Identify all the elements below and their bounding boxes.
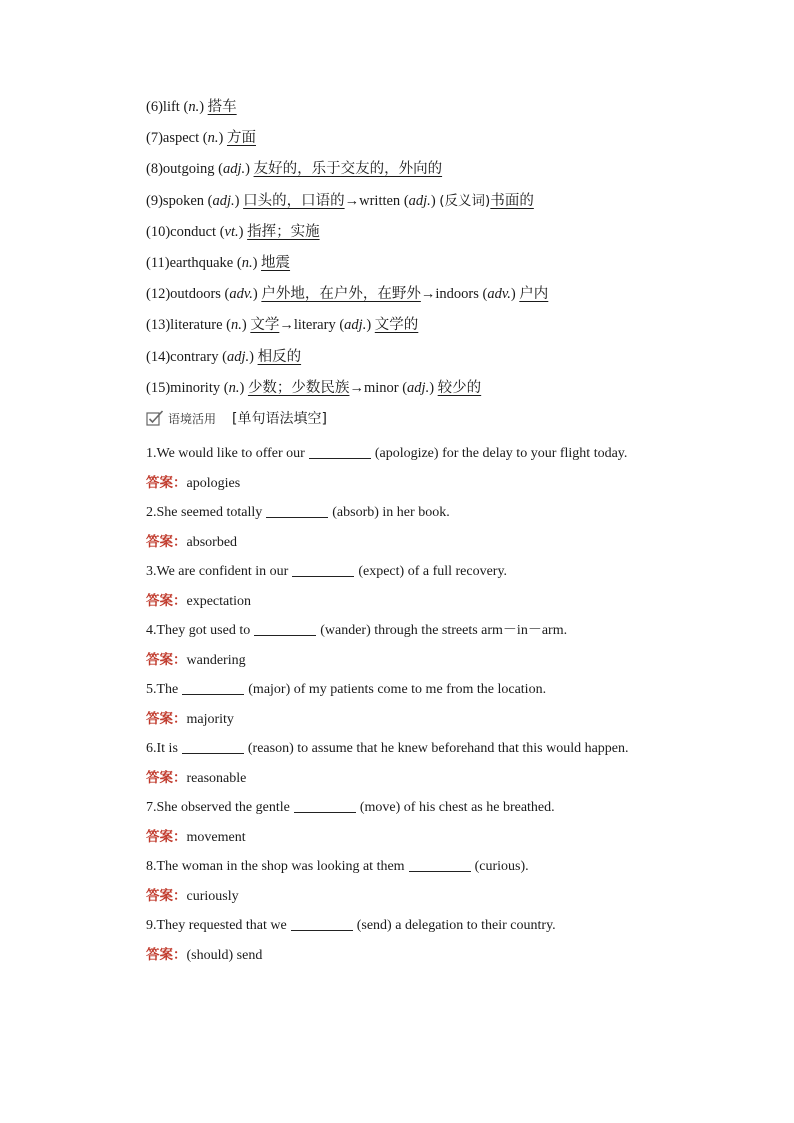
section-tag: [146, 410, 216, 427]
vocab-meaning: 口头的，口语的: [243, 192, 345, 209]
vocab-item: (12)outdoors (adv.) 户外地，在户外，在野外→indoors (adv.) 户内: [146, 286, 549, 303]
question: 1.We would like to offer our (apologize) for the delay to your flight today.: [146, 446, 628, 461]
item-number: (13): [146, 317, 171, 334]
answer-text: apologies: [186, 476, 241, 491]
antonym-note: (反义词): [439, 192, 491, 209]
vocab-meaning: 相反的: [257, 348, 302, 365]
question-list: [112, 440, 642, 971]
vocab-meaning: 方面: [226, 130, 256, 147]
vocab-meaning: 友好的，乐于交友的，外向的: [253, 161, 443, 178]
item-number: (9): [146, 192, 163, 209]
answer-line: [112, 645, 642, 676]
item-number: (11): [146, 254, 170, 271]
related-word: indoors: [435, 286, 479, 303]
answer-line: [112, 527, 642, 558]
vocab-word: literature: [170, 317, 223, 334]
part-of-speech: n.: [228, 379, 240, 396]
answer-label: 答案：: [146, 475, 187, 491]
answer-text: reasonable: [186, 771, 247, 786]
answer-blank: [409, 857, 471, 872]
answer-label: 答案：: [146, 593, 187, 609]
question: 6.It is (reason) to assume that he knew beforehand that this would happen.: [146, 741, 629, 756]
question: 2.She seemed totally (absorb) in her book.: [146, 505, 450, 520]
part-of-speech: vt.: [224, 223, 239, 240]
related-meaning: 文学的: [374, 317, 419, 334]
answer-text: (should) send: [186, 948, 263, 963]
vocab-item: (14)contrary (adj.) 相反的: [146, 348, 302, 365]
answer-label: 答案：: [146, 770, 187, 786]
vocab-item: (11)earthquake (n.) 地震: [146, 254, 291, 271]
answer-line: [112, 468, 642, 499]
vocab-meaning: 少数；少数民族: [247, 379, 350, 396]
answer-blank: [292, 562, 354, 577]
vocab-word: aspect: [162, 130, 200, 147]
vocab-meaning: 文学: [250, 317, 280, 334]
vocab-word: outdoors: [170, 286, 221, 303]
vocab-word: outgoing: [162, 161, 215, 178]
derivation-arrow: →: [420, 286, 436, 303]
answer-line: [112, 763, 642, 794]
answer-text: expectation: [186, 594, 252, 609]
part-of-speech: n.: [207, 130, 219, 147]
answer-blank: [254, 621, 316, 636]
vocab-item: (13)literature (n.) 文学→literary (adj.) 文学的: [146, 317, 419, 334]
part-of-speech: n.: [188, 99, 200, 115]
vocab-meaning: 搭车: [207, 99, 237, 115]
vocab-meaning: 地震: [261, 254, 291, 271]
answer-line: [112, 586, 642, 617]
vocab-word: minority: [170, 379, 221, 396]
answer-blank: [309, 444, 371, 459]
vocab-item: (9)spoken (adj.) 口头的，口语的→written (adj.) (反义词)书面的: [146, 192, 534, 209]
question: 9.They requested that we (send) a delegation to their country.: [146, 918, 556, 933]
question: 5.The (major) of my patients come to me from the location.: [146, 682, 547, 697]
related-part-of-speech: adv.: [487, 286, 511, 303]
section-title: [单句语法填空]: [232, 411, 327, 427]
derivation-arrow: →: [344, 192, 360, 209]
part-of-speech: n.: [241, 254, 253, 271]
related-word: literary: [293, 317, 336, 334]
answer-blank: [266, 503, 328, 518]
item-number: (14): [146, 348, 171, 365]
item-number: (10): [146, 223, 171, 240]
related-meaning: 较少的: [437, 379, 482, 396]
section-header: [146, 407, 327, 429]
answer-text: curiously: [186, 889, 239, 904]
answer-text: movement: [186, 830, 246, 845]
related-word: minor: [363, 379, 399, 396]
related-word: written: [359, 192, 401, 209]
vocab-item: (15)minority (n.) 少数；少数民族→minor (adj.) 较少的: [146, 379, 482, 396]
vocab-meaning: 指挥；实施: [247, 223, 320, 240]
answer-label: 答案：: [146, 652, 187, 668]
question: 8.The woman in the shop was looking at them (curious).: [146, 859, 529, 874]
derivation-arrow: →: [349, 379, 364, 396]
item-number: (7): [146, 130, 163, 147]
answer-label: 答案：: [146, 888, 187, 904]
answer-label: 答案：: [146, 829, 187, 845]
vocab-word: spoken: [162, 192, 205, 209]
answer-line: [112, 881, 642, 912]
related-meaning: 书面的: [490, 192, 534, 209]
vocab-word: earthquake: [169, 254, 234, 271]
part-of-speech: adj.: [222, 161, 246, 178]
part-of-speech: adj.: [226, 348, 250, 365]
related-part-of-speech: adj.: [407, 379, 430, 396]
answer-blank: [294, 798, 356, 813]
answer-label: 答案：: [146, 711, 187, 727]
vocab-item: (10)conduct (vt.) 指挥；实施: [146, 223, 320, 240]
answer-text: absorbed: [186, 535, 238, 550]
question: 7.She observed the gentle (move) of his chest as he breathed.: [146, 800, 555, 815]
vocab-item: (6)lift (n.) 搭车: [146, 99, 237, 115]
checkbox-pencil-icon: [146, 410, 164, 426]
related-part-of-speech: adj.: [408, 192, 431, 209]
part-of-speech: adv.: [229, 286, 253, 303]
item-number: (15): [146, 379, 171, 396]
part-of-speech: n.: [230, 317, 242, 334]
related-meaning: 户内: [519, 286, 549, 303]
answer-label: 答案：: [146, 534, 187, 550]
answer-text: wandering: [186, 653, 246, 668]
vocab-item: (8)outgoing (adj.) 友好的，乐于交友的，外向的: [146, 161, 443, 178]
section-tag-label: 语境活用: [168, 411, 217, 426]
answer-text: majority: [186, 712, 234, 727]
answer-line: [112, 940, 642, 971]
answer-blank: [291, 916, 353, 931]
part-of-speech: adj.: [212, 192, 235, 209]
related-part-of-speech: adj.: [344, 317, 367, 334]
vocab-word: lift: [162, 99, 180, 115]
vocab-item: (7)aspect (n.) 方面: [146, 130, 256, 147]
vocabulary-list: [146, 96, 548, 408]
answer-line: [112, 704, 642, 735]
vocab-word: conduct: [170, 223, 217, 240]
answer-line: [112, 822, 642, 853]
question: 3.We are confident in our (expect) of a full recovery.: [146, 564, 508, 579]
item-number: (6): [146, 99, 163, 115]
answer-label: 答案：: [146, 947, 187, 963]
answer-blank: [182, 739, 244, 754]
item-number: (12): [146, 286, 171, 303]
derivation-arrow: →: [279, 317, 294, 334]
question: 4.They got used to (wander) through the streets arm－in－arm.: [146, 623, 568, 638]
vocab-meaning: 户外地，在户外，在野外: [261, 286, 421, 303]
vocab-word: contrary: [170, 348, 219, 365]
answer-blank: [182, 680, 244, 695]
item-number: (8): [146, 161, 163, 178]
